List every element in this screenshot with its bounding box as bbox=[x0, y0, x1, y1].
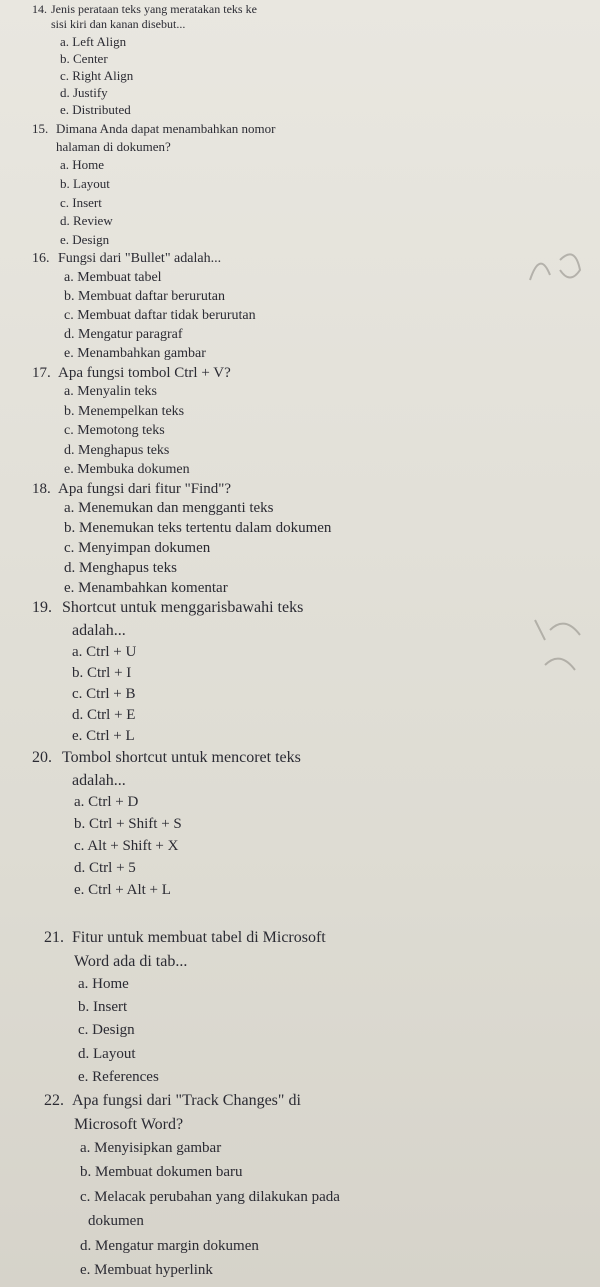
q20-text-line1: Tombol shortcut untuk mencoret teks bbox=[62, 749, 301, 766]
q22-option-e: e. Membuat hyperlink bbox=[80, 1262, 213, 1278]
q16-text-line1: Fungsi dari "Bullet" adalah... bbox=[58, 251, 222, 266]
q20-text-line2: adalah... bbox=[72, 772, 126, 789]
q19-option-d: d. Ctrl + E bbox=[72, 707, 136, 723]
q19-option-a: a. Ctrl + U bbox=[72, 644, 137, 660]
q17-option-a: a. Menyalin teks bbox=[64, 384, 157, 399]
q19-option-b: b. Ctrl + I bbox=[72, 665, 132, 681]
q16-option-a: a. Membuat tabel bbox=[64, 270, 162, 285]
q21-text-line2: Word ada di tab... bbox=[74, 953, 188, 970]
q20-option-b: b. Ctrl + Shift + S bbox=[74, 816, 182, 832]
q19-option-c: c. Ctrl + B bbox=[72, 686, 136, 702]
q18-number: 18. bbox=[32, 481, 51, 497]
q14-option-d: d. Justify bbox=[60, 85, 108, 100]
q18-option-a: a. Menemukan dan mengganti teks bbox=[64, 500, 274, 516]
q22-text-line1: Apa fungsi dari "Track Changes" di bbox=[72, 1092, 301, 1109]
q19-text-line2: adalah... bbox=[72, 622, 126, 639]
q15-text-line1: Dimana Anda dapat menambahkan nomor bbox=[56, 121, 276, 136]
q17-option-e: e. Membuka dokumen bbox=[64, 462, 190, 477]
pencil-scribble-mark bbox=[525, 600, 595, 680]
q14-text-line1: Jenis perataan teks yang meratakan teks ke bbox=[51, 2, 257, 16]
q15-option-c: c. Insert bbox=[60, 195, 102, 210]
q17-option-c: c. Memotong teks bbox=[64, 423, 165, 438]
q18-option-e: e. Menambahkan komentar bbox=[64, 580, 228, 596]
q20-option-a: a. Ctrl + D bbox=[74, 794, 139, 810]
q22-option-c-continued: dokumen bbox=[88, 1213, 144, 1229]
q16-option-b: b. Membuat daftar berurutan bbox=[64, 289, 225, 304]
q19-option-e: e. Ctrl + L bbox=[72, 728, 135, 744]
q17-text-line1: Apa fungsi tombol Ctrl + V? bbox=[58, 365, 231, 381]
q21-text-line1: Fitur untuk membuat tabel di Microsoft bbox=[72, 929, 326, 946]
q22-option-a: a. Menyisipkan gambar bbox=[80, 1140, 222, 1156]
q22-text-line2: Microsoft Word? bbox=[74, 1116, 184, 1133]
q21-option-d: d. Layout bbox=[78, 1046, 136, 1062]
q18-option-b: b. Menemukan teks tertentu dalam dokumen bbox=[64, 520, 332, 536]
q20-option-e: e. Ctrl + Alt + L bbox=[74, 882, 171, 898]
q18-option-d: d. Menghapus teks bbox=[64, 560, 177, 576]
q21-option-b: b. Insert bbox=[78, 999, 128, 1015]
q19-number: 19. bbox=[32, 599, 52, 616]
q18-option-c: c. Menyimpan dokumen bbox=[64, 540, 211, 556]
q14-number: 14. bbox=[32, 2, 47, 16]
q22-option-c: c. Melacak perubahan yang dilakukan pada bbox=[80, 1189, 340, 1205]
q16-number: 16. bbox=[32, 251, 50, 266]
q15-number: 15. bbox=[32, 121, 49, 136]
pencil-scribble-mark bbox=[520, 240, 590, 300]
q21-number: 21. bbox=[44, 929, 64, 946]
q20-option-c: c. Alt + Shift + X bbox=[74, 838, 179, 854]
q20-option-d: d. Ctrl + 5 bbox=[74, 860, 136, 876]
q18-text-line1: Apa fungsi dari fitur "Find"? bbox=[58, 481, 232, 497]
q14-option-b: b. Center bbox=[60, 51, 108, 66]
q21-option-a: a. Home bbox=[78, 976, 129, 992]
q15-option-e: e. Design bbox=[60, 232, 110, 247]
q17-number: 17. bbox=[32, 365, 51, 381]
q20-number: 20. bbox=[32, 749, 52, 766]
q14-text-line2: sisi kiri dan kanan disebut... bbox=[51, 17, 186, 31]
q21-option-e: e. References bbox=[78, 1069, 159, 1085]
q22-option-d: d. Mengatur margin dokumen bbox=[80, 1238, 259, 1254]
q21-option-c: c. Design bbox=[78, 1022, 135, 1038]
q17-option-b: b. Menempelkan teks bbox=[64, 404, 185, 419]
q14-option-e: e. Distributed bbox=[60, 102, 131, 117]
q17-option-d: d. Menghapus teks bbox=[64, 443, 170, 458]
q16-option-d: d. Mengatur paragraf bbox=[64, 327, 183, 342]
q15-text-line2: halaman di dokumen? bbox=[56, 139, 171, 154]
q15-option-a: a. Home bbox=[60, 157, 105, 172]
q15-option-b: b. Layout bbox=[60, 176, 110, 191]
q15-option-d: d. Review bbox=[60, 213, 113, 228]
q16-option-c: c. Membuat daftar tidak berurutan bbox=[64, 308, 256, 323]
q14-option-c: c. Right Align bbox=[60, 68, 134, 83]
q14-option-a: a. Left Align bbox=[60, 34, 127, 49]
q22-option-b: b. Membuat dokumen baru bbox=[80, 1164, 243, 1180]
q16-option-e: e. Menambahkan gambar bbox=[64, 346, 206, 361]
q22-number: 22. bbox=[44, 1092, 64, 1109]
q19-text-line1: Shortcut untuk menggarisbawahi teks bbox=[62, 599, 304, 616]
